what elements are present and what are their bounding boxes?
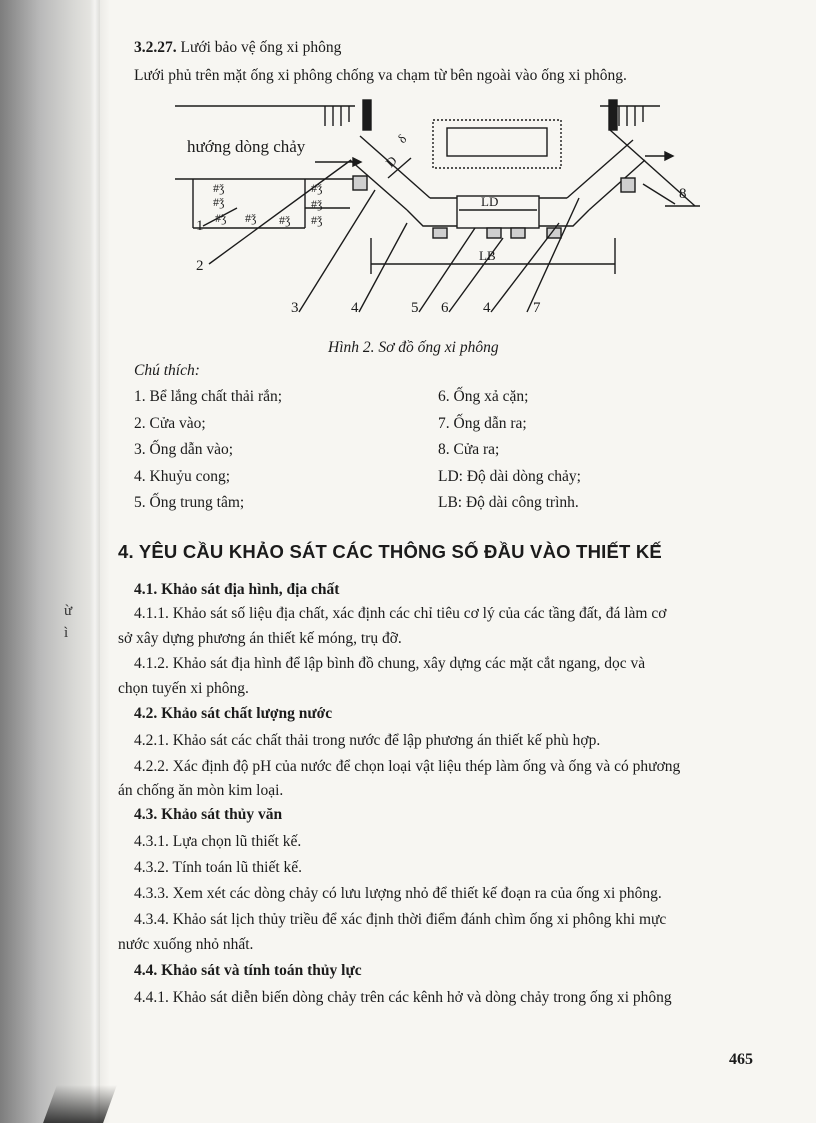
legend-item: 7. Ống dẫn ra;: [438, 414, 527, 432]
flow-direction-label: hướng dòng chảy: [187, 137, 306, 156]
soil-mark: #ǯ: [213, 181, 225, 195]
section-4-3-4-cont: [118, 932, 253, 957]
legend-item: 1. Bể lắng chất thải rắn;: [134, 388, 283, 405]
canal-box-inner: [447, 128, 547, 156]
paragraph-line: 4.2.1. Khảo sát các chất thải trong nước để lập phương án thiết kế phù hợp.: [134, 732, 601, 749]
legend-item: 5. Ống trung tâm;: [134, 494, 245, 511]
legend-title: Chú thích:: [134, 362, 200, 379]
canal-box-outer: [433, 120, 561, 168]
right-post: [609, 100, 617, 130]
page-number: 465: [729, 1051, 753, 1068]
legend-right-column: [438, 384, 581, 517]
left-post: [363, 100, 371, 130]
callout-1: 1: [196, 218, 204, 234]
support-base-3: [511, 228, 525, 238]
elbow-left-bottom: [407, 210, 457, 226]
section-3-2-27-heading: [134, 38, 341, 58]
support-base-2: [487, 228, 501, 238]
lb-label: LB: [479, 248, 496, 263]
soil-mark: #ǯ: [213, 195, 225, 209]
flow-arrowhead-out: [665, 152, 673, 160]
section-4-1-title: 4.1. Khảo sát địa hình, địa chất: [134, 581, 340, 598]
section-4-1-1: [134, 601, 666, 626]
paragraph-line: án chống ăn mòn kim loại.: [118, 782, 284, 799]
callout-7: 7: [533, 300, 541, 316]
ground-hatch-right: [619, 106, 643, 126]
section-number: 3.2.27.: [134, 39, 177, 56]
soil-marks: [213, 181, 322, 227]
paragraph-line: 4.3.3. Xem xét các dòng chảy có lưu lượng nhỏ để thiết kế đoạn ra của ống xi phông.: [134, 885, 662, 902]
soil-mark: #ǯ: [311, 197, 323, 211]
legend-item: 6. Ống xả cặn;: [438, 388, 529, 405]
section-4-3-2: [134, 855, 302, 880]
support-base-1: [433, 228, 447, 238]
section-3-2-27-body: Lưới phủ trên mặt ống xi phông chống va chạm từ bên ngoài vào ống xi phông.: [134, 67, 627, 84]
leader-4a: [359, 223, 407, 312]
leader-8: [643, 184, 675, 204]
section-4-3-title: 4.3. Khảo sát thủy văn: [134, 806, 283, 823]
paragraph-line: 4.3.4. Khảo sát lịch thủy triều để xác định thời điểm đánh chìm ống xi phông khi mực: [134, 911, 667, 928]
section-4-heading: 4. YÊU CẦU KHẢO SÁT CÁC THÔNG SỐ ĐẦU VÀO THIẾT KẾ: [118, 541, 662, 562]
legend-item: 4. Khuỷu cong;: [134, 467, 231, 485]
margin-char-2: ì: [64, 625, 69, 641]
paragraph-line: 4.1.1. Khảo sát số liệu địa chất, xác định các chỉ tiêu cơ lý của các tầng đất, đá làm cơ: [134, 605, 667, 622]
section-4-1-2: [134, 651, 645, 676]
support-right: [621, 178, 635, 192]
section-4-4-title: 4.4. Khảo sát và tính toán thủy lực: [134, 962, 362, 979]
soil-mark: #ǯ: [215, 211, 227, 225]
callout-6: 6: [441, 300, 449, 316]
outlet-pipe-bottom: [589, 160, 645, 210]
section-4-2-title: 4.2. Khảo sát chất lượng nước: [134, 705, 333, 722]
paragraph-line: 4.2.2. Xác định độ pH của nước để chọn loại vật liệu thép làm ống và ống và có phương: [134, 758, 681, 775]
paragraph-line: chọn tuyến xi phông.: [118, 680, 249, 697]
legend-left-column: [134, 384, 282, 517]
section-4-3-4: [134, 907, 666, 932]
section-4-1-2-cont: [118, 676, 249, 701]
section-4-2-2-cont: [118, 778, 283, 803]
callout-4: 4: [351, 300, 359, 316]
callout-3: 3: [291, 300, 299, 316]
ground-hatch-left: [325, 106, 349, 126]
siphon-diagram: [175, 98, 715, 330]
margin-char-1: ừ: [64, 603, 73, 619]
paragraph-line: 4.3.1. Lựa chọn lũ thiết kế.: [134, 833, 302, 850]
paragraph-line: 4.1.2. Khảo sát địa hình để lập bình đồ chung, xây dựng các mặt cắt ngang, dọc và: [134, 655, 646, 672]
soil-mark: #ǯ: [311, 213, 323, 227]
callout-2: 2: [196, 258, 204, 274]
d-label: D: [382, 152, 400, 171]
callout-5: 5: [411, 300, 419, 316]
section-4-3-3: [134, 881, 662, 906]
section-4-4-1: [134, 985, 672, 1010]
delta-label: δ: [394, 131, 410, 147]
soil-mark: #ǯ: [311, 181, 323, 195]
figure-caption: Hình 2. Sơ đồ ống xi phông: [328, 339, 499, 356]
paragraph-line: sở xây dựng phương án thiết kế móng, trụ đỡ.: [118, 630, 402, 647]
callout-8: 8: [679, 186, 687, 202]
legend-item: 2. Cửa vào;: [134, 414, 206, 432]
soil-mark: #ǯ: [279, 213, 291, 227]
legend-item: 8. Cửa ra;: [438, 441, 500, 458]
soil-mark: #ǯ: [245, 211, 257, 225]
elbow-right-bottom: [539, 210, 589, 226]
callout-4b: 4: [483, 300, 491, 316]
paragraph-line: nước xuống nhỏ nhất.: [118, 936, 254, 953]
section-4-2-1: [134, 728, 600, 753]
ld-label: LD: [481, 194, 499, 209]
section-4-1-1-cont: [118, 626, 402, 651]
support-left: [353, 176, 367, 190]
section-4-2-2: [134, 754, 680, 779]
section-4-3-1: [134, 829, 301, 854]
paragraph-line: 4.4.1. Khảo sát diễn biến dòng chảy trên các kênh hở và dòng chảy trong ống xi phông: [134, 989, 672, 1006]
paragraph-line: 4.3.2. Tính toán lũ thiết kế.: [134, 859, 303, 876]
section-title: Lưới bảo vệ ống xi phông: [180, 39, 342, 56]
flow-arrowhead-in: [353, 158, 361, 166]
legend-item: LD: Độ dài dòng chảy;: [438, 467, 581, 485]
legend-item: 3. Ống dẫn vào;: [134, 441, 234, 458]
legend-item: LB: Độ dài công trình.: [438, 494, 579, 511]
